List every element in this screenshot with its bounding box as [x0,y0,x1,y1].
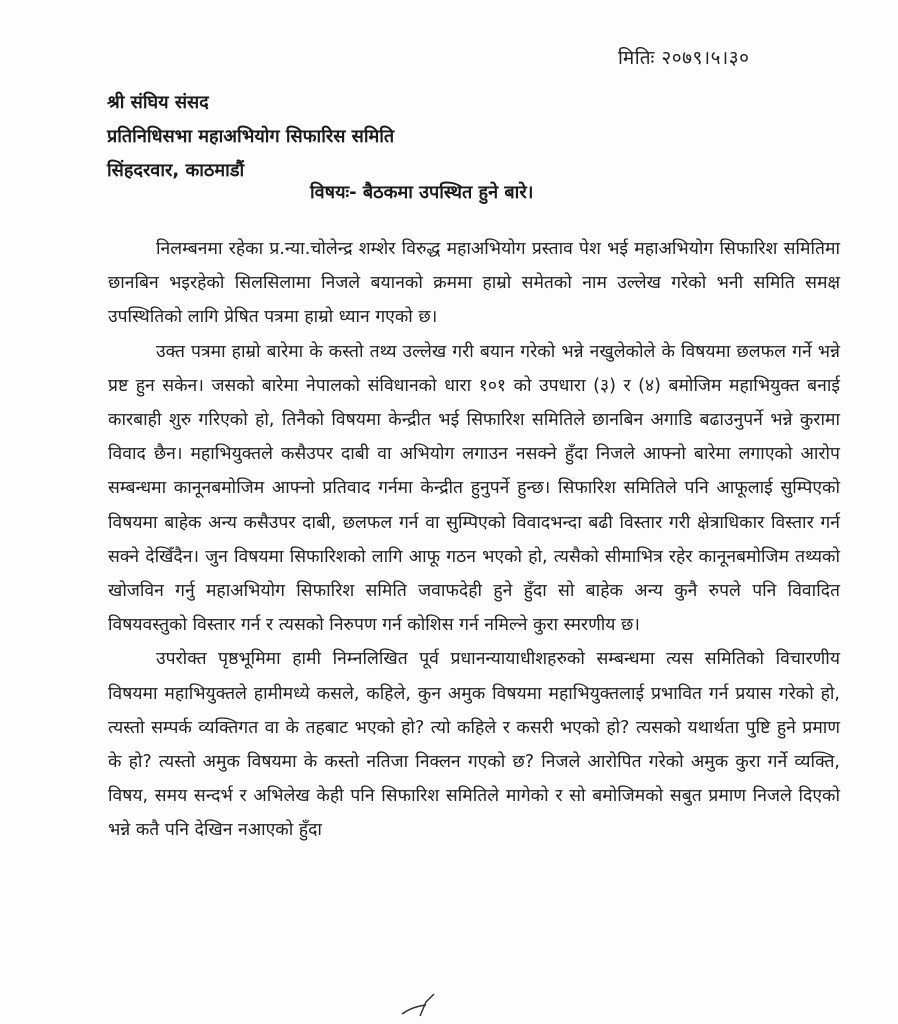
addressee-line-committee: प्रतिनिधिसभा महाअभियोग सिफारिस समिति [107,126,395,147]
letter-date: मितिः २०७९।५।३० [618,47,750,69]
body-paragraph-3: उपरोक्त पृष्ठभूमिमा हामी निम्नलिखित पूर्व प्रधानन्यायाधीशहरुको सम्बन्धमा त्यस समितिको विचारणीय विषयमा महाभियुक्तले हामीमध्ये कसले, कहिले, कुन अमुक विषयमा महाभियुक्तलाई प्रभावित गर्न प्रयास गरेको हो, त्यस्तो सम्पर्क व्यक्तिगत वा के तहबाट भएको हो? त्यो कहिले र कसरी भएको हो? त्यसको यथार्थता पुष्टि हुने प्रमाण के हो? त्यस्तो अमुक विषयमा के कस्तो नतिजा निक्लन गएको छ? निजले आरोपित गरेको अमुक कुरा गर्ने व्यक्ति, विषय, समय सन्दर्भ र अभिलेख केही पनि सिफारिश समितिले मागेको र सो बमोजिमको सबुत प्रमाण निजले दिएको भन्ने कतै पनि देखिन नआएको हुँदा [108,649,840,841]
body-paragraph-1: निलम्बनमा रहेका प्र.न्या.चोलेन्द्र शम्शेर विरुद्ध महाअभियोग प्रस्ताव पेश भई महाअभियोग सिफारिश समितिमा छानबिन भइरहेको सिलसिलामा निजले बयानको क्रममा हाम्रो समेतको नाम उल्लेख गरेको भनी समिति समक्ष उपस्थितिको लागि प्रेषित पत्रमा हाम्रो ध्यान गएको छ। [108,239,840,328]
letter-subject: विषयः- बैठकमा उपस्थित हुने बारे। [310,182,534,203]
body-paragraph-2: उक्त पत्रमा हाम्रो बारेमा के कस्तो तथ्य उल्लेख गरी बयान गरेको भन्ने नखुलेकोले के विषयमा छलफल गर्ने भन्ने प्रष्ट हुन सकेन। जसको बारेमा नेपालको संविधानको धारा १०१ को उपधारा (३) र (४) बमोजिम महाभियुक्त बनाई कारबाही शुरु गरिएको हो, तिनैको विषयमा केन्द्रीत भई सिफारिश समितिले छानबिन अगाडि बढाउनुपर्ने भन्ने कुरामा विवाद छैन। महाभियुक्तले कसैउपर दाबी वा अभियोग लगाउन नसक्ने हुँदा निजले आफ्नो बारेमा लगाएको आरोप सम्बन्धमा कानूनबमोजिम आफ्नो प्रतिवाद गर्नमा केन्द्रीत हुनुपर्ने हुन्छ। सिफारिश समितिले पनि आफूलाई सुम्पिएको विषयमा बाहेक अन्य कसैउपर दाबी, छलफल गर्न वा सुम्पिएको विवादभन्दा बढी विस्तार गरी क्षेत्राधिकार विस्तार गर्न सक्ने देखिँदैन। जुन विषयमा सिफारिशको लागि आफू गठन भएको हो, त्यसैको सीमाभित्र रहेर कानूनबमोजिम तथ्यको खोजविन गर्नु महाअभियोग सिफारिश समिति जवाफदेही हुने हुँदा सो बाहेक अन्य कुनै रुपले पनि विवादित विषयवस्तुको विस्तार गर्न र त्यसको निरुपण गर्न कोशिस गर्न नमिल्ने कुरा स्मरणीय छ। [108,341,840,636]
addressee-line-parliament: श्री संघिय संसद [107,92,209,113]
letter-body [108,232,840,848]
addressee-line-location: सिंहदरवार, काठमाडौं [107,160,245,181]
handwritten-correction-mark-icon [400,990,440,1020]
addressee-block [107,86,394,188]
